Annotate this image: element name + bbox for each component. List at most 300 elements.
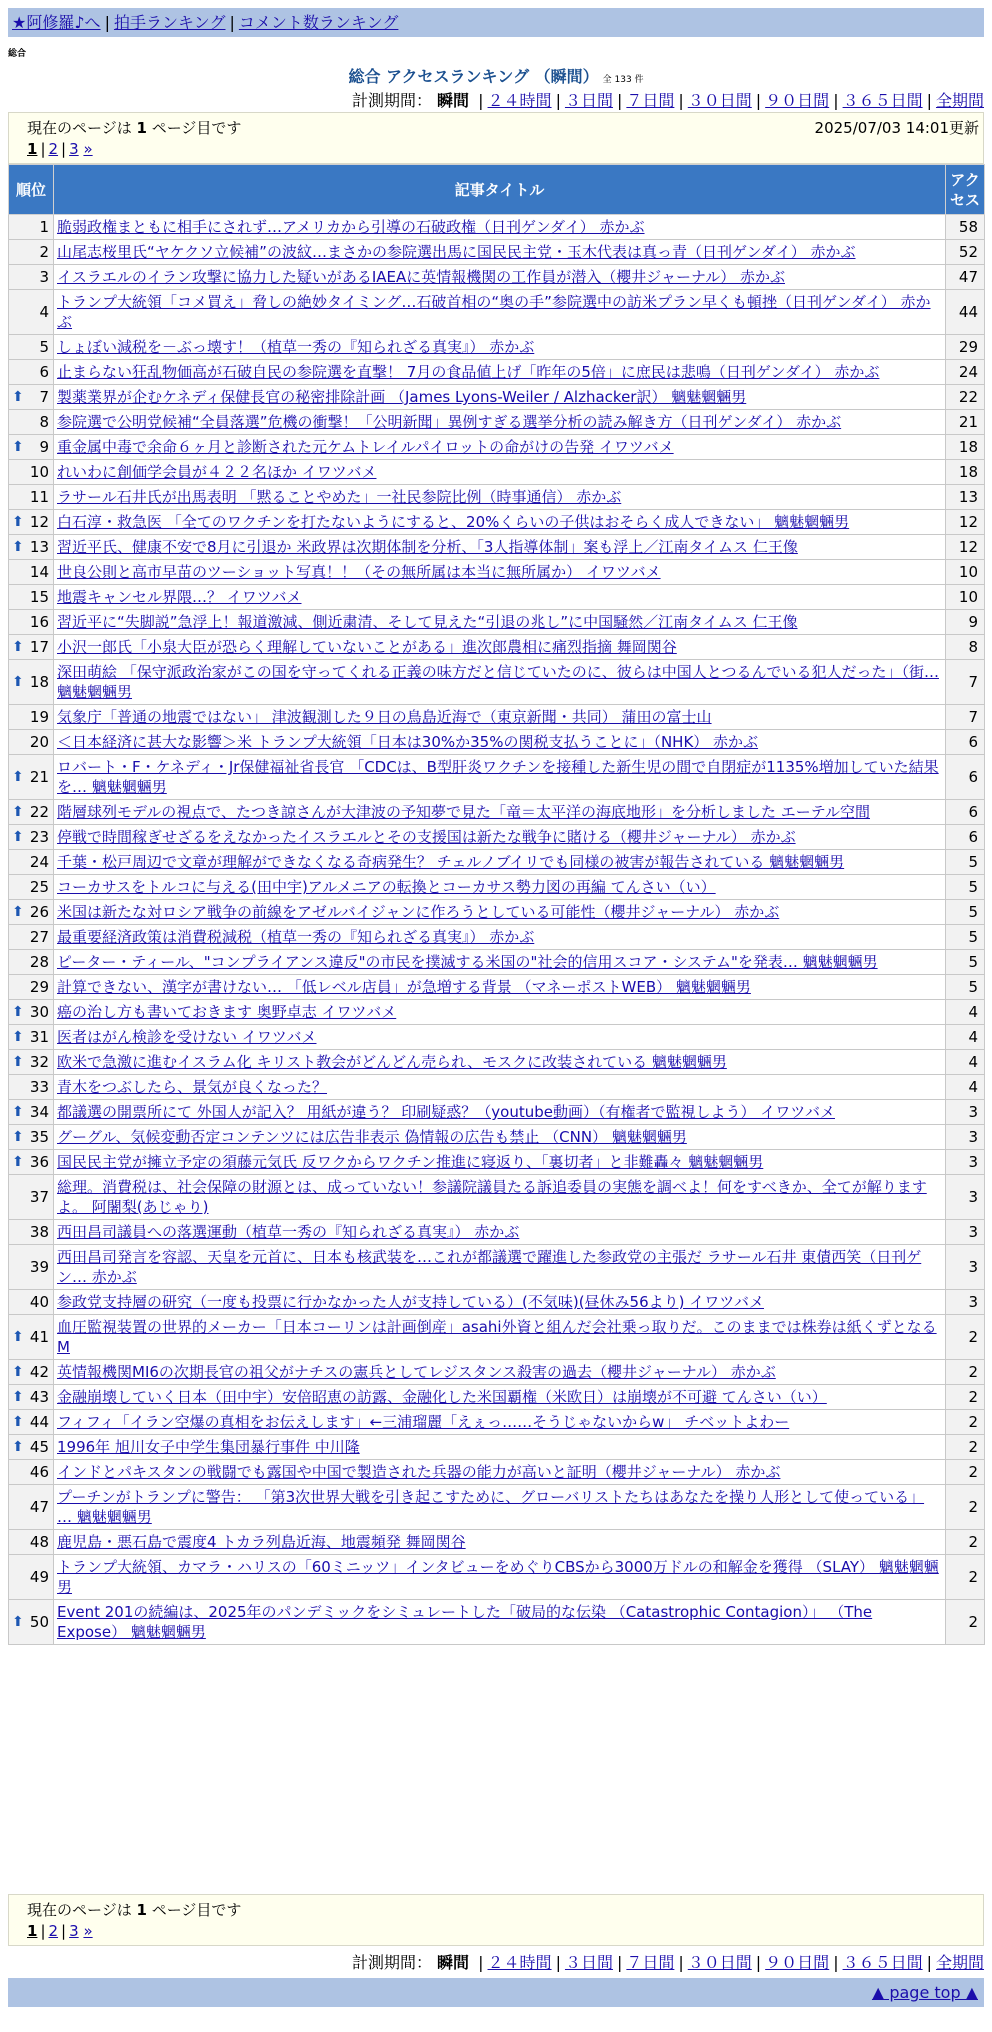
rank-number: 12 bbox=[29, 513, 49, 531]
article-link[interactable]: 深田萌絵 「保守派政治家がこの国を守ってくれる正義の味方だと信じていたのに、彼らは中国人とつるんでいる犯人だった」（街… 魑魅魍魎男 bbox=[57, 663, 939, 701]
rank-cell bbox=[9, 1290, 54, 1315]
rank-cell bbox=[9, 1150, 54, 1175]
rank-cell bbox=[9, 1435, 54, 1460]
article-link[interactable]: ＜日本経済に甚大な影響＞米 トランプ大統領「日本は30%か35%の関税支払うことに」（NHK） 赤かぶ bbox=[57, 733, 759, 751]
access-count: 2 bbox=[946, 1410, 985, 1435]
rank-cell bbox=[9, 1360, 54, 1385]
article-link[interactable]: イスラエルのイラン攻撃に協力した疑いがあるIAEAに英情報機関の工作員が潜入（櫻井ジャーナル） 赤かぶ bbox=[57, 268, 785, 286]
period-separator: | bbox=[555, 1953, 561, 1972]
access-count: 18 bbox=[946, 435, 985, 460]
rank-cell bbox=[9, 560, 54, 585]
rank-cell bbox=[9, 1125, 54, 1150]
rank-up-arrow-icon: ⬆ bbox=[12, 904, 24, 920]
table-row bbox=[9, 360, 985, 385]
period-separator: | bbox=[755, 1953, 762, 1972]
article-link[interactable]: 国民民主党が擁立予定の須藤元気氏 反ワクからワクチン推進に寝返り、「裏切者」と非難轟々 魑魅魍魎男 bbox=[57, 1153, 764, 1171]
clap-ranking-link[interactable]: 拍手ランキング bbox=[113, 13, 226, 32]
title-cell bbox=[54, 1100, 946, 1125]
title-cell bbox=[54, 1150, 946, 1175]
article-link[interactable]: 停戦で時間稼ぎせざるをえなかったイスラエルとその支援国は新たな戦争に賭ける（櫻井ジャーナル） 赤かぶ bbox=[57, 828, 796, 846]
page-link-3[interactable]: 3 bbox=[69, 140, 79, 158]
access-count: 2 bbox=[946, 1435, 985, 1460]
title-cell bbox=[54, 1460, 946, 1485]
rank-up-arrow-icon: ⬆ bbox=[12, 514, 24, 530]
page-link-2[interactable]: 2 bbox=[48, 1922, 59, 1940]
period-separator: | bbox=[555, 91, 561, 110]
table-row bbox=[9, 1410, 985, 1435]
access-count: 3 bbox=[946, 1100, 985, 1125]
ranking-body bbox=[9, 215, 985, 1645]
table-row bbox=[9, 975, 985, 1000]
rank-cell bbox=[9, 410, 54, 435]
table-row bbox=[9, 1555, 985, 1600]
rank-up-arrow-icon: ⬆ bbox=[12, 1004, 24, 1020]
period-link[interactable]: ３６５日間 bbox=[842, 91, 923, 110]
access-count: 24 bbox=[946, 360, 985, 385]
rank-number: 47 bbox=[29, 1498, 49, 1516]
title-cell bbox=[54, 1385, 946, 1410]
rank-cell bbox=[9, 1485, 54, 1530]
table-row bbox=[9, 1220, 985, 1245]
article-link[interactable]: 総理。消費税は、社会保障の財源とは、成っていない！参議院議員たる訴追委員の実態を調べよ！何をすべきか、全てが解りますよ。 阿闍梨(あじゃり) bbox=[57, 1178, 927, 1216]
rank-number: 11 bbox=[29, 488, 49, 506]
rank-number: 44 bbox=[29, 1413, 49, 1431]
article-link[interactable]: 都議選の開票所にて 外国人が記入？ 用紙が違う？ 印刷疑惑？（youtube動画）（有権者で監視しよう） イワツバメ bbox=[57, 1103, 835, 1121]
access-count: 12 bbox=[946, 510, 985, 535]
period-link[interactable]: ３６５日間 bbox=[842, 1953, 923, 1972]
access-count: 8 bbox=[946, 635, 985, 660]
table-row bbox=[9, 410, 985, 435]
period-separator: | bbox=[755, 91, 762, 110]
table-row bbox=[9, 660, 985, 705]
rank-number: 5 bbox=[39, 338, 49, 356]
title-cell bbox=[54, 610, 946, 635]
period-current: 瞬間 bbox=[437, 1953, 470, 1972]
table-header-row bbox=[9, 165, 985, 215]
title-cell bbox=[54, 950, 946, 975]
article-link[interactable]: 米国は新たな対ロシア戦争の前線をアゼルバイジャンに作ろうとしている可能性（櫻井ジャーナル） 赤かぶ bbox=[57, 903, 780, 921]
comment-ranking-link[interactable]: コメント数ランキング bbox=[238, 13, 399, 32]
title-cell bbox=[54, 240, 946, 265]
article-link[interactable]: ロバート・F・ケネディ・Jr保健福祉省長官 「CDCは、B型肝炎ワクチンを接種した新生児の間で自閉症が1135%増加していた結果を… 魑魅魍魎男 bbox=[57, 758, 939, 796]
page-link-1: 1 bbox=[27, 1922, 38, 1940]
access-count: 5 bbox=[946, 875, 985, 900]
pager-top bbox=[8, 112, 984, 164]
article-link[interactable]: フィフィ「イラン空爆の真相をお伝えします」←三浦瑠麗「えぇっ……そうじゃないからw」 チベットよわー bbox=[57, 1413, 790, 1431]
access-count: 9 bbox=[946, 610, 985, 635]
table-row bbox=[9, 1360, 985, 1385]
title-cell bbox=[54, 1315, 946, 1360]
title-cell bbox=[54, 435, 946, 460]
rank-cell bbox=[9, 290, 54, 335]
title-cell bbox=[54, 660, 946, 705]
rank-number: 19 bbox=[29, 708, 49, 726]
article-link[interactable]: 金融崩壊していく日本（田中宇）安倍昭恵の訪露、金融化した米国覇権（米欧日）は崩壊が不可避 てんさい（い） bbox=[57, 1388, 827, 1406]
article-link[interactable]: 西田昌司発言を容認、天皇を元首に、日本も核武装を…これが都議選で躍進した参政党の主張だ ラサール石井 東債西笑（日刊ゲン… 赤かぶ bbox=[57, 1248, 922, 1286]
period-link[interactable]: 全期間 bbox=[935, 1953, 984, 1972]
period-link[interactable]: ２４時間 bbox=[487, 1953, 552, 1972]
rank-number: 15 bbox=[29, 588, 49, 606]
rank-cell bbox=[9, 925, 54, 950]
period-links bbox=[474, 91, 984, 110]
title-cell bbox=[54, 1600, 946, 1645]
page-separator: | bbox=[40, 140, 46, 158]
rank-up-arrow-icon: ⬆ bbox=[12, 1614, 24, 1630]
article-link[interactable]: 気象庁「普通の地震ではない」 津波観測した９日の鳥島近海で（東京新聞・共同） 蒲田の富士山 bbox=[57, 708, 712, 726]
table-row bbox=[9, 1150, 985, 1175]
table-row bbox=[9, 705, 985, 730]
rank-up-arrow-icon: ⬆ bbox=[12, 1439, 24, 1455]
rank-number: 34 bbox=[29, 1103, 49, 1121]
access-count: 22 bbox=[946, 385, 985, 410]
access-count: 5 bbox=[946, 925, 985, 950]
rank-number: 31 bbox=[29, 1028, 49, 1046]
title-cell bbox=[54, 1075, 946, 1100]
rank-cell bbox=[9, 360, 54, 385]
period-separator: | bbox=[616, 91, 623, 110]
title-cell bbox=[54, 1435, 946, 1460]
article-link[interactable]: プーチンがトランプに警告： 「第3次世界大戦を引き起こすために、グローバリストたちはあなたを操り人形として使っている」 … 魑魅魍魎男 bbox=[57, 1488, 925, 1526]
rank-cell bbox=[9, 1175, 54, 1220]
title-cell bbox=[54, 1025, 946, 1050]
rank-number: 27 bbox=[29, 928, 49, 946]
access-count: 3 bbox=[946, 1220, 985, 1245]
period-label: 計測期間： bbox=[351, 91, 432, 110]
access-count: 47 bbox=[946, 265, 985, 290]
rank-cell bbox=[9, 1220, 54, 1245]
article-link[interactable]: 英情報機関MI6の次期長官の祖父がナチスの憲兵としてレジスタンス殺害の過去（櫻井ジャーナル） 赤かぶ bbox=[57, 1363, 776, 1381]
rank-cell bbox=[9, 800, 54, 825]
rank-number: 6 bbox=[39, 363, 49, 381]
title-cell bbox=[54, 925, 946, 950]
rank-number: 22 bbox=[29, 803, 49, 821]
period-link[interactable]: ３日間 bbox=[564, 1953, 613, 1972]
article-link[interactable]: 千葉・松戸周辺で文章が理解ができなくなる奇病発生？ チェルノブイリでも同様の被害が報告されている 魑魅魍魎男 bbox=[57, 853, 845, 871]
article-link[interactable]: 地震キャンセル界隈…？ イワツバメ bbox=[57, 588, 302, 606]
title-cell bbox=[54, 485, 946, 510]
table-row bbox=[9, 800, 985, 825]
title-cell bbox=[54, 360, 946, 385]
home-link[interactable]: ★阿修羅♪へ bbox=[12, 13, 101, 32]
title-cell bbox=[54, 510, 946, 535]
rank-number: 4 bbox=[39, 303, 49, 321]
article-link[interactable]: コーカサスをトルコに与える(田中宇)アルメニアの転換とコーカサス勢力図の再編 てんさい（い） bbox=[57, 878, 716, 896]
table-row bbox=[9, 585, 985, 610]
article-link[interactable]: トランプ大統領「コメ買え」脅しの絶妙タイミング…石破首相の“奥の手”参院選中の訪米プラン早くも頓挫（日刊ゲンダイ） 赤かぶ bbox=[57, 293, 931, 331]
article-link[interactable]: 鹿児島・悪石島で震度4 トカラ列島近海、地震頻発 舞岡関谷 bbox=[57, 1533, 466, 1551]
rank-number: 30 bbox=[29, 1003, 49, 1021]
rank-number: 3 bbox=[39, 268, 49, 286]
pager-bottom bbox=[8, 1894, 984, 1946]
access-count: 2 bbox=[946, 1600, 985, 1645]
article-link[interactable]: 習近平氏、健康不安で8月に引退か 米政界は次期体制を分析、「3人指導体制」案も浮上／江南タイムス 仁王像 bbox=[57, 538, 798, 556]
rank-number: 24 bbox=[29, 853, 49, 871]
pager-current-page: 1 bbox=[136, 119, 147, 137]
rank-number: 49 bbox=[29, 1568, 49, 1586]
rank-up-arrow-icon: ⬆ bbox=[12, 389, 24, 405]
pager-prefix: 現在のページは bbox=[27, 119, 132, 137]
article-link[interactable]: 習近平に“失脚説”急浮上！報道激減、側近粛清、そして見えた“引退の兆し”に中国騒然／江南タイムス 仁王像 bbox=[57, 613, 798, 631]
article-link[interactable]: 止まらない狂乱物価高が石破自民の参院選を直撃！ 7月の食品値上げ「昨年の5倍」に庶民は悲鳴（日刊ゲンダイ） 赤かぶ bbox=[57, 363, 880, 381]
article-link[interactable]: 計算できない、漢字が書けない… 「低レベル店員」が急増する背景 （マネーポストWEB） 魑魅魍魎男 bbox=[57, 978, 751, 996]
table-row bbox=[9, 435, 985, 460]
rank-number: 10 bbox=[29, 463, 49, 481]
rank-cell bbox=[9, 900, 54, 925]
rank-cell bbox=[9, 755, 54, 800]
article-link[interactable]: 小沢一郎氏「小泉大臣が恐らく理解していないことがある」進次郎農相に痛烈指摘 舞岡関谷 bbox=[57, 638, 677, 656]
title-cell bbox=[54, 850, 946, 875]
access-count: 21 bbox=[946, 410, 985, 435]
period-separator: | bbox=[926, 91, 932, 110]
current-page-info bbox=[27, 117, 241, 138]
rank-number: 50 bbox=[29, 1613, 49, 1631]
rank-cell bbox=[9, 585, 54, 610]
title-cell bbox=[54, 975, 946, 1000]
table-row bbox=[9, 240, 985, 265]
current-page-info bbox=[27, 1899, 241, 1920]
rank-cell bbox=[9, 850, 54, 875]
section-label: 総合 bbox=[8, 49, 27, 59]
rank-cell bbox=[9, 1530, 54, 1555]
article-link[interactable]: ピーター・ティール、"コンプライアンス違反"の市民を撲滅する米国の"社会的信用スコア・システム"を発表… 魑魅魍魎男 bbox=[57, 953, 878, 971]
access-count: 6 bbox=[946, 825, 985, 850]
rank-cell bbox=[9, 485, 54, 510]
table-row bbox=[9, 1290, 985, 1315]
period-link[interactable]: 全期間 bbox=[935, 91, 984, 110]
article-link[interactable]: 医者はがん検診を受けない イワツバメ bbox=[57, 1028, 317, 1046]
period-link[interactable]: ９０日間 bbox=[765, 1953, 830, 1972]
rank-cell bbox=[9, 875, 54, 900]
rank-cell bbox=[9, 1000, 54, 1025]
title-cell bbox=[54, 585, 946, 610]
article-link[interactable]: しょぼい減税を－ぶっ壊す！（植草一秀の『知られざる真実』） 赤かぶ bbox=[57, 338, 535, 356]
table-row bbox=[9, 900, 985, 925]
period-selector-bottom bbox=[352, 1950, 984, 1973]
access-count: 2 bbox=[946, 1485, 985, 1530]
table-row bbox=[9, 385, 985, 410]
ranking-table bbox=[8, 164, 985, 1645]
rank-cell bbox=[9, 385, 54, 410]
rank-cell bbox=[9, 240, 54, 265]
period-separator: | bbox=[833, 1953, 839, 1972]
rank-up-arrow-icon: ⬆ bbox=[12, 674, 24, 690]
article-link[interactable]: 欧米で急激に進むイスラム化 キリスト教会がどんどん売られ、モスクに改装されている 魑魅魍魎男 bbox=[57, 1053, 727, 1071]
access-count: 4 bbox=[946, 1075, 985, 1100]
period-separator: | bbox=[478, 1953, 484, 1972]
rank-up-arrow-icon: ⬆ bbox=[12, 439, 24, 455]
article-link[interactable]: 脆弱政権まともに相手にされず…アメリカから引導の石破政権（日刊ゲンダイ） 赤かぶ bbox=[57, 218, 645, 236]
article-link[interactable]: Event 201の続編は、2025年のパンデミックをシミュレートした「破局的な伝染 （Catastrophic Contagion）」 （The Expose） 魑魅魍魎男 bbox=[57, 1603, 873, 1641]
rank-number: 46 bbox=[29, 1463, 49, 1481]
article-link[interactable]: 重金属中毒で余命６ヶ月と診断された元ケムトレイルパイロットの命がけの告発 イワツバメ bbox=[57, 438, 674, 456]
period-link[interactable]: ７日間 bbox=[626, 91, 675, 110]
rank-cell bbox=[9, 335, 54, 360]
title-cell bbox=[54, 460, 946, 485]
rank-cell bbox=[9, 215, 54, 240]
title-cell bbox=[54, 410, 946, 435]
article-link[interactable]: トランプ大統領、カマラ・ハリスの「60ミニッツ」インタビューをめぐりCBSから3000万ドルの和解金を獲得 （SLAY） 魑魅魍魎男 bbox=[57, 1558, 939, 1596]
page-link-1: 1 bbox=[27, 140, 38, 158]
rank-number: 25 bbox=[29, 878, 49, 896]
col-rank-header: 順位 bbox=[9, 165, 54, 215]
page-links bbox=[27, 140, 93, 158]
period-selector-top bbox=[352, 88, 984, 111]
rank-cell bbox=[9, 660, 54, 705]
rank-number: 39 bbox=[29, 1258, 49, 1276]
title-cell bbox=[54, 730, 946, 755]
rank-up-arrow-icon: ⬆ bbox=[12, 829, 24, 845]
period-link[interactable]: ７日間 bbox=[626, 1953, 675, 1972]
rank-cell bbox=[9, 1315, 54, 1360]
rank-number: 48 bbox=[29, 1533, 49, 1551]
article-link[interactable]: 最重要経済政策は消費税減税（植草一秀の『知られざる真実』） 赤かぶ bbox=[57, 928, 535, 946]
access-count: 2 bbox=[946, 1385, 985, 1410]
period-link[interactable]: ２４時間 bbox=[487, 91, 552, 110]
table-row bbox=[9, 485, 985, 510]
rank-cell bbox=[9, 1385, 54, 1410]
table-row bbox=[9, 535, 985, 560]
article-link[interactable]: 青木をつぶしたら、景気が良くなった？ bbox=[57, 1078, 328, 1096]
updated-timestamp: 2025/07/03 14:01更新 bbox=[814, 119, 979, 137]
rank-number: 21 bbox=[29, 768, 49, 786]
table-row bbox=[9, 1025, 985, 1050]
title-cell bbox=[54, 1175, 946, 1220]
table-row bbox=[9, 925, 985, 950]
article-link[interactable]: インドとパキスタンの戦闘でも露国や中国で製造された兵器の能力が高いと証明（櫻井ジャーナル） 赤かぶ bbox=[57, 1463, 781, 1481]
title-cell bbox=[54, 875, 946, 900]
access-count: 10 bbox=[946, 560, 985, 585]
table-row bbox=[9, 825, 985, 850]
rank-number: 20 bbox=[29, 733, 49, 751]
rank-number: 45 bbox=[29, 1438, 49, 1456]
title-cell bbox=[54, 1050, 946, 1075]
rank-number: 14 bbox=[29, 563, 49, 581]
rank-number: 37 bbox=[29, 1188, 49, 1206]
article-link[interactable]: 血圧監視装置の世界的メーカー「日本コーリンは計画倒産」asahi外資と組んだ会社乗っ取りだ。このままでは株券は紙くずとなる M bbox=[57, 1318, 937, 1356]
rank-number: 35 bbox=[29, 1128, 49, 1146]
rank-cell bbox=[9, 730, 54, 755]
rank-number: 32 bbox=[29, 1053, 49, 1071]
article-link[interactable]: 山尾志桜里氏“ヤケクソ立候補”の波紋…まさかの参院選出馬に国民民主党・玉木代表は真っ青（日刊ゲンダイ） 赤かぶ bbox=[57, 243, 856, 261]
article-link[interactable]: 癌の治し方も書いておきます 奥野卓志 イワツバメ bbox=[57, 1003, 397, 1021]
article-link[interactable]: 参院選で公明党候補“全員落選”危機の衝撃！「公明新聞」異例すぎる選挙分析の読み解き方（日刊ゲンダイ） 赤かぶ bbox=[57, 413, 842, 431]
page-top-link[interactable]: ▲ page top ▲ bbox=[871, 1983, 978, 2002]
table-row bbox=[9, 635, 985, 660]
title-cell bbox=[54, 755, 946, 800]
rank-number: 29 bbox=[29, 978, 49, 996]
rank-cell bbox=[9, 1050, 54, 1075]
period-link[interactable]: ３０日間 bbox=[687, 91, 752, 110]
table-row bbox=[9, 1385, 985, 1410]
period-separator: | bbox=[616, 1953, 623, 1972]
rank-cell bbox=[9, 1025, 54, 1050]
rank-up-arrow-icon: ⬆ bbox=[12, 1029, 24, 1045]
table-row bbox=[9, 1075, 985, 1100]
rank-cell bbox=[9, 1075, 54, 1100]
title-cell bbox=[54, 1245, 946, 1290]
page-link-2[interactable]: 2 bbox=[48, 140, 59, 158]
access-count: 29 bbox=[946, 335, 985, 360]
access-count: 12 bbox=[946, 535, 985, 560]
article-link[interactable]: グーグル、気候変動否定コンテンツには広告非表示 偽情報の広告も禁止 （CNN） 魑魅魍魎男 bbox=[57, 1128, 687, 1146]
title-cell bbox=[54, 215, 946, 240]
rank-cell bbox=[9, 975, 54, 1000]
period-link[interactable]: ９０日間 bbox=[765, 91, 830, 110]
table-row bbox=[9, 1000, 985, 1025]
table-row bbox=[9, 560, 985, 585]
title-cell bbox=[54, 1530, 946, 1555]
access-count: 6 bbox=[946, 755, 985, 800]
access-count: 3 bbox=[946, 1125, 985, 1150]
title-cell bbox=[54, 290, 946, 335]
article-link[interactable]: 白石淳・救急医 「全てのワクチンを打たないようにすると、20%くらいの子供はおそらく成人できない」 魑魅魍魎男 bbox=[57, 513, 850, 531]
article-link[interactable]: 西田昌司議員への落選運動（植草一秀の『知られざる真実』） 赤かぶ bbox=[57, 1223, 520, 1241]
title-cell bbox=[54, 1410, 946, 1435]
next-page-link[interactable]: » bbox=[83, 1922, 93, 1940]
rank-number: 41 bbox=[29, 1328, 49, 1346]
rank-number: 23 bbox=[29, 828, 49, 846]
table-row bbox=[9, 335, 985, 360]
period-link[interactable]: ３日間 bbox=[564, 91, 613, 110]
rank-cell bbox=[9, 265, 54, 290]
title-cell bbox=[54, 1485, 946, 1530]
table-row bbox=[9, 1125, 985, 1150]
article-link[interactable]: ラサール石井氏が出馬表明 「黙ることやめた」一社民参院比例（時事通信） 赤かぶ bbox=[57, 488, 622, 506]
period-link[interactable]: ３０日間 bbox=[687, 1953, 752, 1972]
period-label: 計測期間： bbox=[351, 1953, 432, 1972]
title-cell bbox=[54, 800, 946, 825]
rank-number: 26 bbox=[29, 903, 49, 921]
nav-separator: | bbox=[229, 13, 235, 32]
table-row bbox=[9, 610, 985, 635]
access-count: 5 bbox=[946, 850, 985, 875]
next-page-link[interactable]: » bbox=[83, 140, 93, 158]
title-cell bbox=[54, 335, 946, 360]
access-count: 3 bbox=[946, 1150, 985, 1175]
access-count: 13 bbox=[946, 485, 985, 510]
table-row bbox=[9, 1315, 985, 1360]
period-separator: | bbox=[678, 91, 684, 110]
access-count: 2 bbox=[946, 1315, 985, 1360]
title-cell bbox=[54, 560, 946, 585]
rank-cell bbox=[9, 510, 54, 535]
rank-cell bbox=[9, 1600, 54, 1645]
title-cell bbox=[54, 535, 946, 560]
pager-suffix: ページ目です bbox=[151, 119, 242, 137]
page-link-3[interactable]: 3 bbox=[69, 1922, 79, 1940]
rank-number: 33 bbox=[29, 1078, 49, 1096]
title-cell bbox=[54, 635, 946, 660]
article-link[interactable]: 1996年 旭川女子中学生集団暴行事件 中川隆 bbox=[57, 1438, 360, 1456]
article-link[interactable]: 階層球列モデルの視点で、たつき諒さんが大津波の予知夢で見た「竜＝太平洋の海底地形」を分析しました エーテル空間 bbox=[57, 803, 870, 821]
title-cell bbox=[54, 825, 946, 850]
rank-cell bbox=[9, 1410, 54, 1435]
period-current: 瞬間 bbox=[437, 91, 470, 110]
article-link[interactable]: 製薬業界が企むケネディ保健長官の秘密排除計画 （James Lyons-Weiler / Alzhacker訳） 魑魅魍魎男 bbox=[57, 388, 747, 406]
access-count: 58 bbox=[946, 215, 985, 240]
article-link[interactable]: れいわに創価学会員が４２２名ほか イワツバメ bbox=[57, 463, 377, 481]
rank-cell bbox=[9, 1245, 54, 1290]
rank-up-arrow-icon: ⬆ bbox=[12, 1129, 24, 1145]
table-row bbox=[9, 875, 985, 900]
access-count: 4 bbox=[946, 1050, 985, 1075]
table-row bbox=[9, 1530, 985, 1555]
article-link[interactable]: 世良公則と高市早苗のツーショット写真！！（その無所属は本当に無所属か） イワツバメ bbox=[57, 563, 661, 581]
access-count: 7 bbox=[946, 660, 985, 705]
table-row bbox=[9, 460, 985, 485]
rank-cell bbox=[9, 1100, 54, 1125]
article-link[interactable]: 参政党支持層の研究（一度も投票に行かなかった人が支持している）(不気味)(昼休み56より) イワツバメ bbox=[57, 1293, 764, 1311]
